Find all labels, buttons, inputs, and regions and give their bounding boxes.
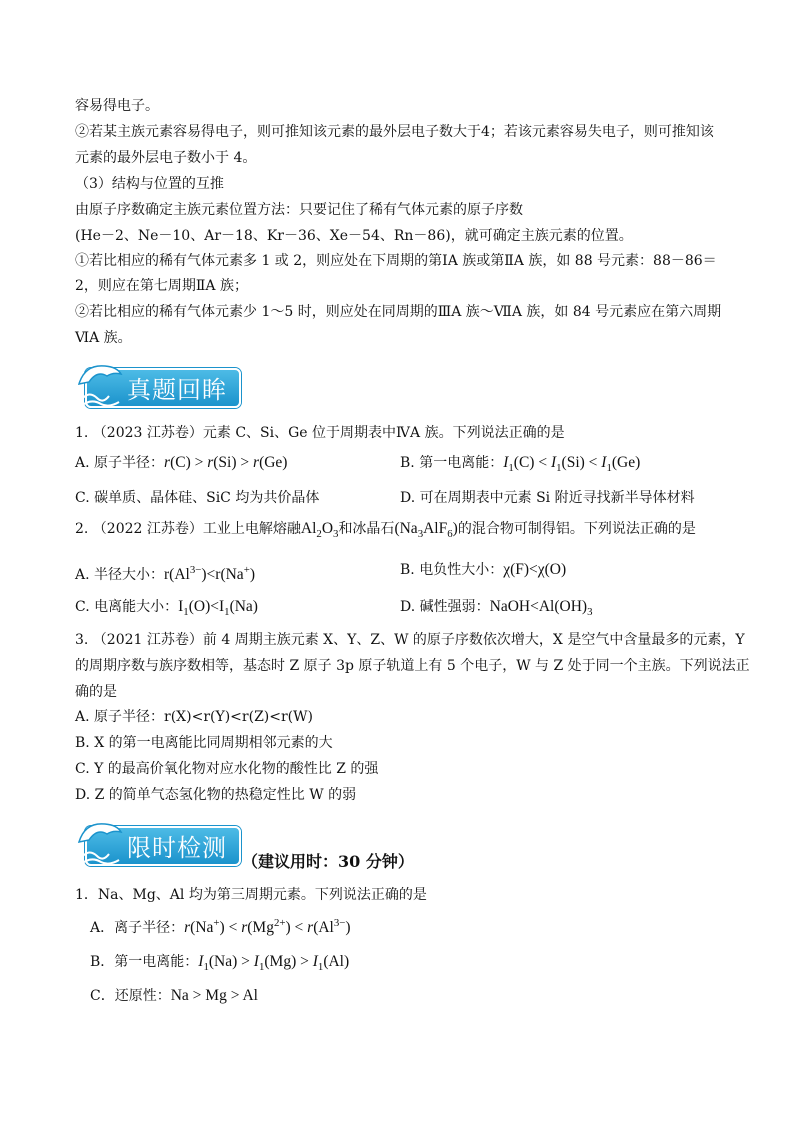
section-banner-xianshi <box>75 818 240 866</box>
q3-stem-line-1: 3. （2021 江苏卷）前 4 周期主族元素 X、Y、Z、W 的原子序数依次增大，X 是空气中含量最多的元素，Y <box>75 632 745 648</box>
q1-option-c: C. 碳单质、晶体硅、SiC 均为共价晶体 <box>75 490 320 506</box>
q1-option-a: A. 原子半径：r(C) > r(Si) > r(Ge) <box>75 454 288 471</box>
dolphin-icon <box>75 360 123 390</box>
p1-stem: 1．Na、Mg、Al 均为第三周期元素。下列说法正确的是 <box>75 887 427 903</box>
intro-line-10: ⅥA 族。 <box>75 330 132 346</box>
intro-line-7: ①若比相应的稀有气体元素多 1 或 2，则应处在下周期的第ⅠA 族或第ⅡA 族，如 88 号元素：88－86＝ <box>75 253 717 269</box>
wave-icon <box>79 846 129 868</box>
section-banner-zhenti <box>75 360 240 408</box>
intro-line-6: (He－2、Ne－10、Ar－18、Kr－36、Xe－54、Rn－86)，就可确定主族元素的位置。 <box>75 228 633 244</box>
q3-option-b: B. X 的第一电离能比同周期相邻元素的大 <box>75 735 333 751</box>
intro-line-1: 容易得电子。 <box>75 98 159 114</box>
q1-option-d: D. 可在周期表中元素 Si 附近寻找新半导体材料 <box>400 490 695 506</box>
q2-option-a: A. 半径大小：$r(Al^{3-})<r(Na^+)$ <box>75 564 255 584</box>
section-title: 限时检测 <box>127 834 227 862</box>
dolphin-icon <box>75 818 123 848</box>
intro-line-3: 元素的最外层电子数小于 4。 <box>75 150 257 166</box>
intro-line-2: ②若某主族元素容易得电子，则可推知该元素的最外层电子数大于4；若该元素容易失电子，则可推知该 <box>75 124 714 140</box>
q2-stem: 2. （2022 江苏卷）工业上电解熔融$Al_2O_3$和冰晶石$(Na_3AlF_6)$的混合物可制得铝。下列说法正确的是 <box>75 520 696 541</box>
intro-line-5: 由原子序数确定主族元素位置方法：只要记住了稀有气体元素的原子序数 <box>75 202 523 218</box>
p1-option-b: B．第一电离能：$I_1(Na) > I_1(Mg) > I_1(Al)$ <box>90 953 350 974</box>
intro-line-8: 2，则应在第七周期ⅡA 族； <box>75 278 248 294</box>
p1-option-a: A．离子半径：$r(Na^+) < r(Mg^{2+}) < r(Al^{3-})$ <box>90 917 351 937</box>
p1-option-c: C．还原性：Na > Mg > Al <box>90 987 258 1004</box>
q3-stem-line-3: 确的是 <box>75 684 117 700</box>
q2-option-d: D. 碱性强弱：$NaOH<Al(OH)_3$ <box>400 598 593 619</box>
q2-option-b: B. 电负性大小：χ(F)<χ(O) <box>400 561 567 578</box>
q3-option-a: A. 原子半径：r(X)<r(Y)<r(Z)<r(W) <box>75 709 313 725</box>
q1-option-b: B. 第一电离能：$I_1(C) < I_1(Si) < I_1(Ge)$ <box>400 454 641 475</box>
section-title: 真题回眸 <box>127 376 227 404</box>
wave-icon <box>79 388 129 410</box>
q3-option-d: D. Z 的简单气态氢化物的热稳定性比 W 的弱 <box>75 787 357 803</box>
suggested-time: （建议用时：30 分钟） <box>242 852 414 871</box>
q2-option-c: C. 电离能大小：$I_1(O)<I_1(Na)$ <box>75 598 258 619</box>
q3-option-c: C. Y 的最高价氧化物对应水化物的酸性比 Z 的强 <box>75 761 379 777</box>
intro-line-4: （3）结构与位置的互推 <box>75 176 224 192</box>
q1-stem: 1. （2023 江苏卷）元素 C、Si、Ge 位于周期表中ⅣA 族。下列说法正确的是 <box>75 425 565 441</box>
intro-line-9: ②若比相应的稀有气体元素少 1～5 时，则应处在同周期的ⅢA 族～ⅦA 族，如 84 号元素应在第六周期 <box>75 304 722 320</box>
q3-stem-line-2: 的周期序数与族序数相等，基态时 Z 原子 3p 原子轨道上有 5 个电子，W 与 Z 处于同一个主族。下列说法正 <box>75 658 750 674</box>
